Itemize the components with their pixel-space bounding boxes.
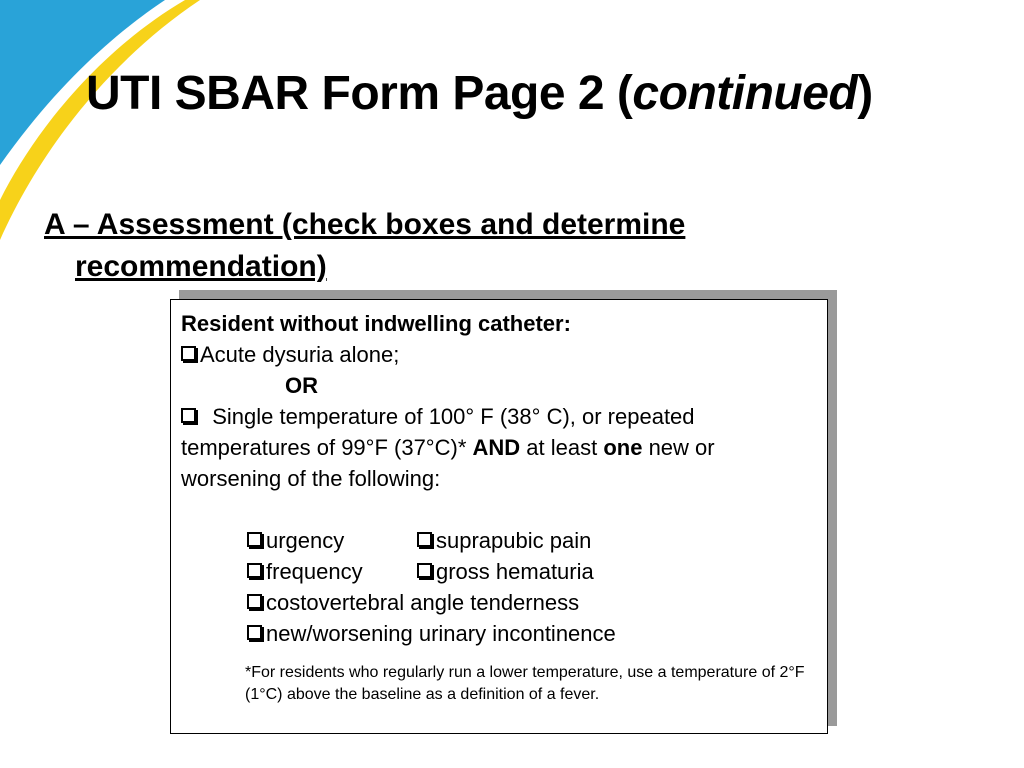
fever-footnote: *For residents who regularly run a lower temperature, use a temperature of 2°F (1°C) above the baseline as a definition of a fever. (245, 664, 805, 703)
symptom-suprapubic: suprapubic pain (436, 528, 592, 553)
symptom-incontinence: new/worsening urinary incontinence (266, 621, 616, 646)
symptom-cva: costovertebral angle tenderness (266, 590, 580, 615)
checkbox-icon[interactable] (247, 594, 262, 609)
assessment-heading (44, 204, 804, 288)
symptom-row (247, 618, 821, 649)
slide-title: UTI SBAR Form Page 2 (continued) (86, 67, 873, 120)
symptom-frequency: frequency (266, 559, 363, 584)
checkbox-icon[interactable] (247, 563, 262, 578)
heading-line-2: recommendation) (75, 250, 327, 283)
temperature-line-2: temperatures of 99°F (37°C)* AND at least one new or (181, 435, 715, 460)
checkbox-icon[interactable] (181, 408, 196, 423)
checkbox-icon[interactable] (247, 625, 262, 640)
symptom-row (247, 525, 821, 556)
checkbox-icon[interactable] (417, 532, 432, 547)
symptom-hematuria: gross hematuria (436, 559, 594, 584)
box-header: Resident without indwelling catheter: (181, 311, 571, 336)
temperature-item: Single temperature of 100° F (38° C), or repeated (181, 401, 821, 432)
checkbox-icon[interactable] (417, 563, 432, 578)
checkbox-icon[interactable] (247, 532, 262, 547)
symptom-row (247, 587, 821, 618)
dysuria-item: Acute dysuria alone; (181, 339, 821, 370)
assessment-content (181, 308, 821, 649)
title-italic: continued (632, 67, 858, 120)
or-label: OR (285, 373, 318, 398)
checkbox-icon[interactable] (181, 346, 196, 361)
heading-line-1: A – Assessment (check boxes and determine (44, 208, 686, 241)
temperature-line-3: worsening of the following: (181, 466, 441, 491)
symptom-urgency: urgency (266, 528, 345, 553)
symptom-list (181, 525, 821, 649)
symptom-row (247, 556, 821, 587)
